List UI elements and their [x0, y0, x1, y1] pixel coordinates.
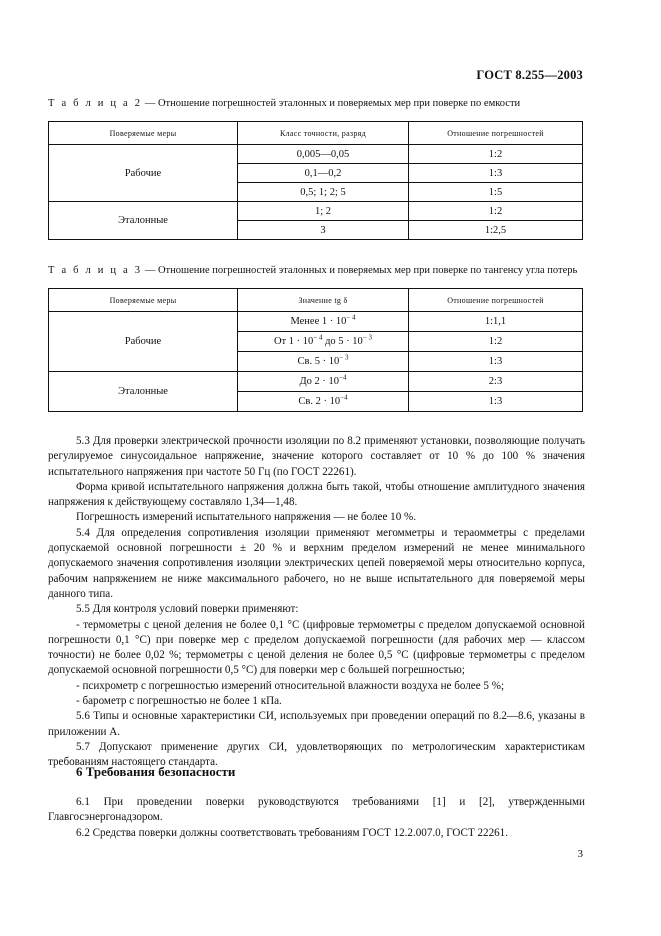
table-cell: 1:1,1 — [409, 312, 583, 332]
table-cell: 0,5; 1; 2; 5 — [238, 183, 409, 202]
column-header: Поверяемые меры — [49, 122, 238, 145]
table-cell: 1:2 — [409, 145, 583, 164]
paragraph-5-3-error: Погрешность измерений испытательного напряжения — не более 10 %. — [76, 511, 417, 524]
table-cell: 1:3 — [409, 352, 583, 372]
group-cell: Эталонные — [49, 202, 238, 240]
tg-value-text: Св. 2 · 10 — [298, 396, 341, 407]
table2-caption — [48, 98, 520, 109]
column-header: Значение tg δ — [238, 289, 409, 312]
table-cell: 0,1—0,2 — [238, 164, 409, 183]
tg-exponent: − 3 — [339, 353, 349, 362]
table-row — [49, 312, 583, 332]
table-cell: 1:2,5 — [409, 221, 583, 240]
list-item-thermometers: - термометры с ценой деления не более 0,1 °С (цифровые термометры с пределом допускаемой основной погрешности 0,1 °С) при поверке мер с пределом допускаемой погрешности (для рабочих мер — классом точности) не более 0,02 %; термометры с ценой деления не более 0,5 °С (цифровые термометры с пределом допускаемой основной погрешности 0,5 °С) для поверки мер с большей погрешностью; — [48, 618, 585, 677]
table-cell — [238, 332, 409, 352]
paragraph-6-1: 6.1 При проведении поверки руководствуются требованиями [1] и [2], утвержденными Главгосэнергонадзором. — [48, 796, 585, 824]
table-cell: 1:2 — [409, 332, 583, 352]
table-cell — [238, 392, 409, 412]
table-cell: 1; 2 — [238, 202, 409, 221]
table3 — [48, 288, 583, 412]
column-header: Поверяемые меры — [49, 289, 238, 312]
paragraph-5-4: 5.4 Для определения сопротивления изоляции применяют мегомметры и тераомметры с пределами допускаемой основной погрешности ± 20 % и верхним пределом измерений не менее минимального допускаемого значения сопротивления изоляции электрических цепей поверяемой меры относительно корпуса, рабочим напряжением не ниже максимального рабочего, но не выше испытательного для поверяемой меры данного типа. — [48, 526, 585, 600]
tg-value-text: Менее 1 · 10 — [290, 316, 347, 327]
table-cell — [238, 372, 409, 392]
paragraph-5-3-waveform: Форма кривой испытательного напряжения должна быть такой, чтобы отношение амплитудного значения напряжения к действующему составляло 1,34—1,48. — [48, 480, 585, 509]
column-header: Класс точности, разряд — [238, 122, 409, 145]
tg-value-text: От 1 · 10 — [273, 336, 314, 347]
table2-caption-label: Т а б л и ц а 2 — [48, 98, 143, 109]
list-item-psychrometer: - психрометр с погрешностью измерений относительной влажности воздуха не более 5 %; — [76, 679, 505, 692]
table-row — [49, 145, 583, 164]
section6-body — [48, 795, 585, 841]
tg-value-text: Св. 5 · 10 — [297, 356, 340, 367]
table-cell: 1:2 — [409, 202, 583, 221]
table3-caption-text: — Отношение погрешностей эталонных и поверяемых мер при поверке по тангенсу угла потерь — [142, 265, 578, 276]
tg-exponent: −4 — [339, 373, 347, 382]
section5-body — [48, 434, 585, 771]
table3-caption-label: Т а б л и ц а 3 — [48, 265, 143, 276]
table-row — [49, 202, 583, 221]
tg-exponent: − 4 — [346, 313, 356, 322]
group-cell: Рабочие — [49, 145, 238, 202]
tg-value-text: До 2 · 10 — [299, 376, 340, 387]
table-cell: 0,005—0,05 — [238, 145, 409, 164]
paragraph-6-2: 6.2 Средства поверки должны соответствовать требованиям ГОСТ 12.2.007.0, ГОСТ 22261. — [76, 826, 509, 839]
table-cell — [238, 312, 409, 332]
table2 — [48, 121, 583, 240]
table3-caption — [48, 265, 577, 276]
tg-value-text: до 5 · 10 — [322, 336, 363, 347]
paragraph-5-7: 5.7 Допускают применение других СИ, удовлетворяющих по метрологическим характеристикам требованиям настоящего стандарта. — [48, 740, 585, 769]
tg-exponent: −4 — [340, 393, 348, 402]
section6-title: 6 Требования безопасности — [76, 764, 236, 779]
column-header: Отношение погрешностей — [409, 122, 583, 145]
table2-caption-text: — Отношение погрешностей эталонных и поверяемых мер при поверке по емкости — [142, 98, 521, 109]
document-code: ГОСТ 8.255—2003 — [476, 68, 583, 82]
page-number: 3 — [577, 848, 583, 860]
column-header: Отношение погрешностей — [409, 289, 583, 312]
table-cell: 1:5 — [409, 183, 583, 202]
table-cell: 1:3 — [409, 392, 583, 412]
list-item-barometer: - барометр с погрешностью не более 1 кПа. — [76, 695, 282, 708]
table-header-row — [49, 289, 583, 312]
paragraph-5-5: 5.5 Для контроля условий поверки применяют: — [76, 603, 299, 616]
table-cell — [238, 352, 409, 372]
group-cell: Эталонные — [49, 372, 238, 412]
table-cell: 1:3 — [409, 164, 583, 183]
table-cell: 2:3 — [409, 372, 583, 392]
table-header-row — [49, 122, 583, 145]
tg-exponent: − 4 — [313, 333, 323, 342]
group-cell: Рабочие — [49, 312, 238, 372]
tg-exponent: − 3 — [362, 333, 373, 342]
table-cell: 3 — [238, 221, 409, 240]
paragraph-5-3: 5.3 Для проверки электрической прочности изоляции по 8.2 применяют установки, позволяющие получать регулируемое синусоидальное напряжение, значение которого составляет от 10 % до 100 % значения испытательного напряжения при частоте 50 Гц (по ГОСТ 22261). — [48, 435, 585, 478]
table-row — [49, 372, 583, 392]
paragraph-5-6: 5.6 Типы и основные характеристики СИ, используемых при проведении операций по 8.2—8.6, указаны в приложении А. — [48, 710, 585, 738]
